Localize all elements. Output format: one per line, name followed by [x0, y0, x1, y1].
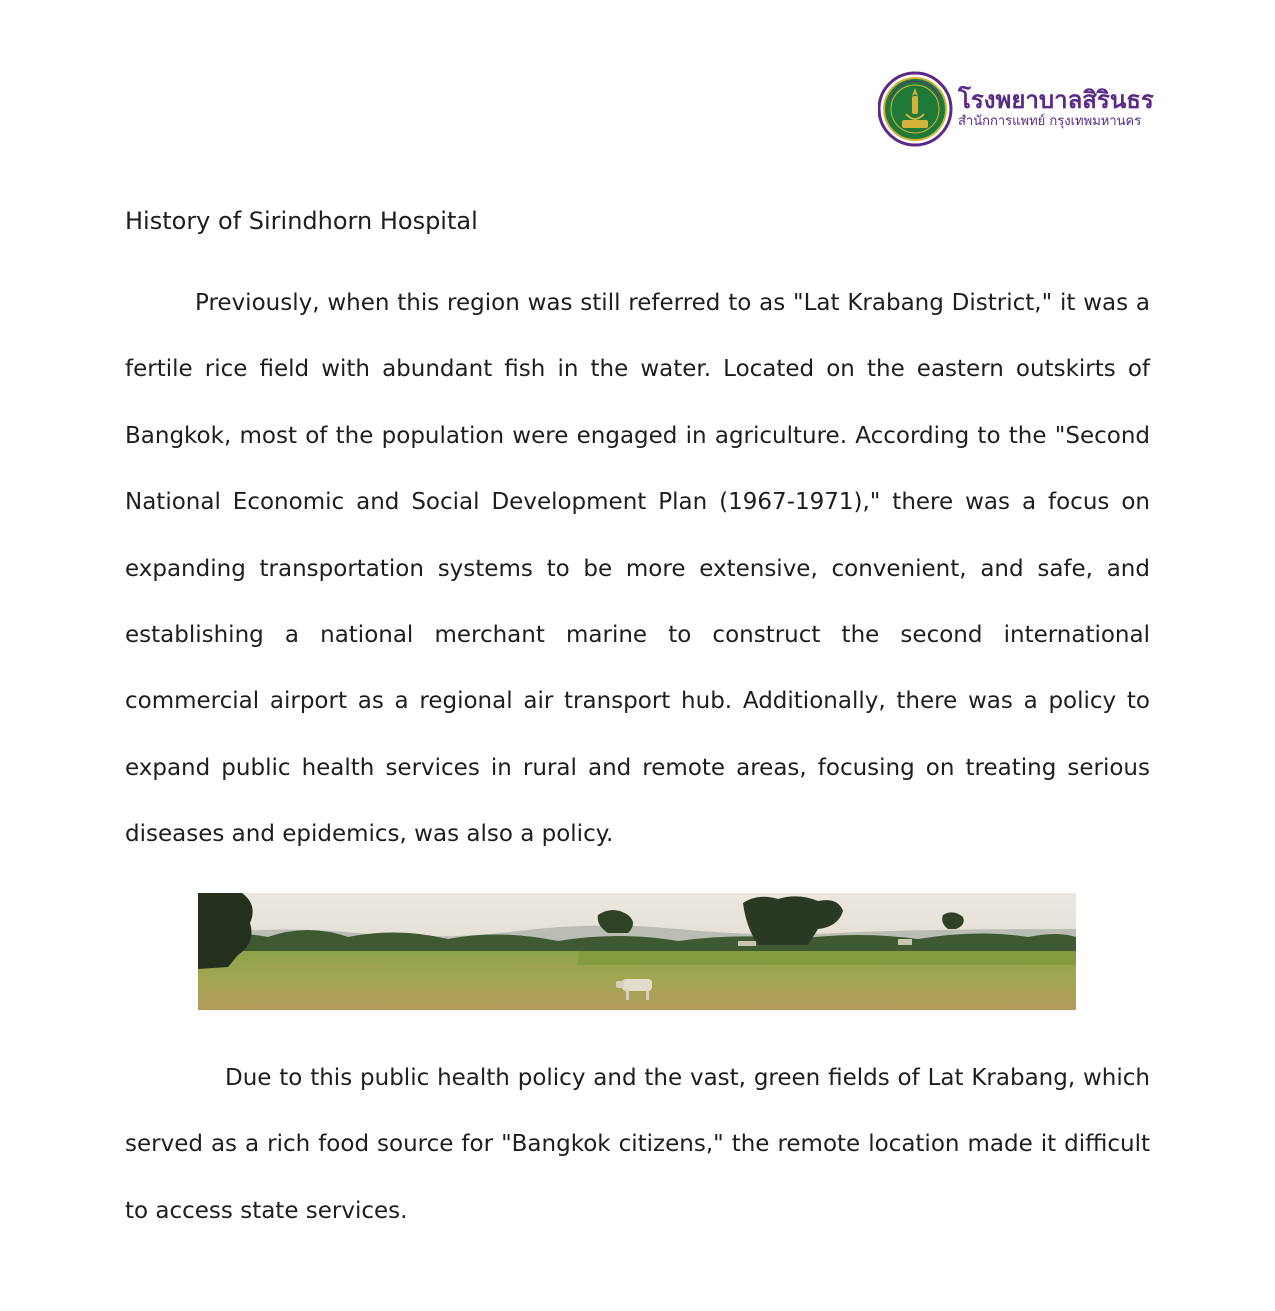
- logo-title: โรงพยาบาลสิรินธร: [958, 86, 1154, 114]
- hospital-logo: [878, 70, 1158, 150]
- logo-subtitle: สำนักการแพทย์ กรุงเทพมหานคร: [958, 114, 1142, 129]
- rice-field-photo: [198, 893, 1076, 1010]
- paragraph-1: Previously, when this region was still referred to as "Lat Krabang District," it was a fertile rice field with abundant fish in the water. Located on the eastern outskirts of Bangkok, most of the population were engaged in agriculture. According to the "Second National Economic and Social Development Plan (1967-1971)," there was a focus on expanding transportation systems to be more extensive, convenient, and safe, and establishing a national merchant marine to construct the second international commercial airport as a regional air transport hub. Additionally, there was a policy to expand public health services in rural and remote areas, focusing on treating serious diseases and epidemics, was also a policy.: [125, 290, 1150, 848]
- logo-text: [958, 84, 1158, 134]
- paragraph-2: Due to this public health policy and the vast, green fields of Lat Krabang, which served as a rich food source for "Bangkok citizens," the remote location made it difficult to access state services.: [125, 1065, 1150, 1224]
- hospital-seal-icon: [878, 70, 954, 148]
- document-title: History of Sirindhorn Hospital: [125, 207, 478, 235]
